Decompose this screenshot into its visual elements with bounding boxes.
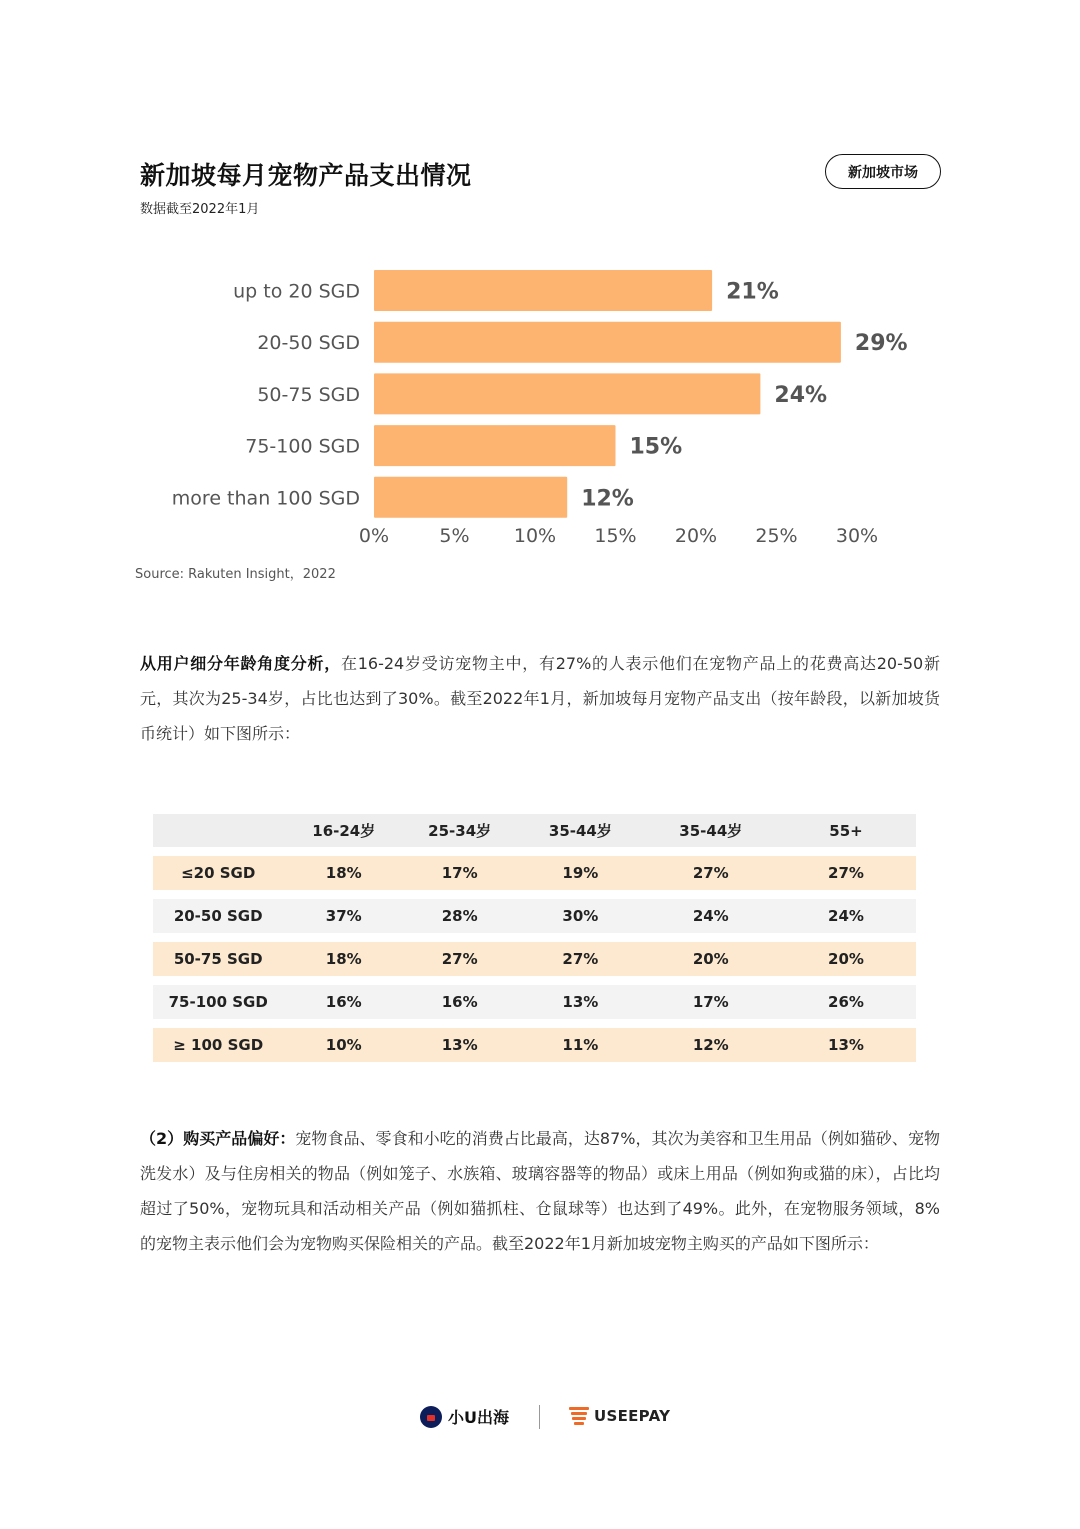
chart-svg (0, 250, 1080, 550)
page-subtitle: 数据截至2022年1月 (140, 202, 260, 217)
table-cell: 17% (692, 993, 729, 1011)
table-cell: 24% (692, 907, 729, 925)
table-row (153, 1028, 916, 1062)
table-cell: 18% (325, 950, 362, 968)
table-cell: 20% (828, 950, 864, 968)
bar-2 (374, 373, 760, 414)
chart-source: Source: Rakuten Insight，2022 (135, 567, 336, 582)
u-stripes-logo-icon (568, 1405, 590, 1427)
table-cell: 20% (692, 950, 729, 968)
table-cell: 13% (562, 993, 599, 1011)
category-label-0: up to 20 SGD (233, 280, 360, 303)
table-cell: 16-24岁 (312, 822, 376, 840)
value-label-0: 21% (726, 279, 779, 305)
table-cell: 37% (325, 907, 362, 925)
bar-0 (374, 270, 712, 311)
page-title: 新加坡每月宠物产品支出情况 (140, 161, 472, 190)
globe-logo-icon (420, 1406, 442, 1428)
category-label-1: 20-50 SGD (257, 332, 360, 355)
value-label-2: 24% (774, 382, 828, 408)
table-cell: 17% (441, 864, 478, 882)
table-cell: 35-44岁 (679, 822, 743, 840)
useepay-logo-text: USEEPAY (594, 1407, 671, 1425)
xiaou-logo (420, 1405, 509, 1428)
row-label-cell: 50-75 SGD (173, 950, 263, 968)
x-tick-0: 0% (358, 525, 390, 547)
xiaou-logo-text: 小U出海 (448, 1408, 509, 1427)
category-label-3: 75-100 SGD (245, 435, 360, 458)
paragraph2-text: 宠物食品、零食和小吃的消费占比最高，达87%，其次为美容和卫生用品（例如猫砂、宠物洗发水）及与住房相关的物品（例如笼子、水族箱、玻璃容器等的物品）或床上用品（例如狗或猫的床），占比均超过了50%，宠物玩具和活动相关产品（例如猫抓柱、仓鼠球等）也达到了49%。此外，在宠物服务领域，8%的宠物主表示他们会为宠物购买保险相关的产品。截至2022年1月新加坡宠物主购买的产品如下图所示： (140, 1129, 940, 1253)
x-tick-1: 5% (439, 525, 470, 547)
table-row (153, 856, 916, 890)
value-label-4: 12% (581, 486, 634, 512)
table-cell: 28% (441, 907, 478, 925)
x-tick-4: 20% (674, 525, 718, 547)
row-label-cell: ≥ 100 SGD (173, 1036, 264, 1054)
table-cell: 27% (441, 950, 478, 968)
table-cell: 16% (325, 993, 362, 1011)
row-label-cell: ≤20 SGD (181, 864, 256, 882)
age-analysis-paragraph (140, 646, 940, 751)
table-cell: 16% (441, 993, 478, 1011)
purchase-preference-paragraph (140, 1121, 940, 1261)
footer (0, 1400, 1080, 1434)
x-tick-3: 15% (594, 525, 637, 547)
bar-4 (374, 477, 567, 518)
x-tick-2: 10% (513, 525, 557, 547)
table-cell: 12% (692, 1036, 729, 1054)
table-cell: 26% (828, 993, 864, 1011)
row-label-cell: 20-50 SGD (173, 907, 263, 925)
paragraph1-text: 在16-24岁受访宠物主中，有27%的人表示他们在宠物产品上的花费高达20-50新元，其次为25-34岁，占比也达到了30%。截至2022年1月，新加坡每月宠物产品支出（按年龄段，以新加坡货币统计）如下图所示： (140, 654, 940, 743)
bar-1 (374, 322, 841, 363)
table-cell: 13% (441, 1036, 478, 1054)
category-label-2: 50-75 SGD (257, 383, 360, 406)
footer-divider (539, 1405, 540, 1429)
table-cell: 25-34岁 (428, 822, 492, 840)
table-header-row (153, 814, 916, 847)
table-row (153, 899, 916, 933)
age-spending-table (153, 814, 916, 1071)
bar-3 (374, 425, 616, 466)
table-cell: 24% (828, 907, 864, 925)
value-label-1: 29% (854, 331, 908, 357)
table-cell: 18% (325, 864, 362, 882)
table-cell: 27% (828, 864, 864, 882)
table-cell: 35-44岁 (548, 822, 612, 840)
spending-bar-chart (0, 250, 1080, 550)
value-label-3: 15% (629, 434, 683, 460)
useepay-logo (568, 1405, 670, 1427)
table-cell: 11% (562, 1036, 599, 1054)
table-cell: 27% (692, 864, 729, 882)
market-badge: 新加坡市场 (825, 154, 941, 189)
table-cell: 10% (325, 1036, 362, 1054)
table-row (153, 942, 916, 976)
paragraph1-bold: 从用户细分年龄角度分析， (140, 654, 341, 673)
paragraph2-bold: （2）购买产品偏好： (140, 1129, 296, 1148)
table-cell: 13% (828, 1036, 864, 1054)
category-label-4: more than 100 SGD (171, 487, 360, 510)
x-tick-5: 25% (755, 525, 798, 547)
row-label-cell: 75-100 SGD (168, 993, 268, 1011)
x-tick-6: 30% (835, 525, 879, 547)
table-row (153, 985, 916, 1019)
table-cell: 19% (562, 864, 599, 882)
table-cell: 55+ (829, 821, 863, 840)
table-cell: 27% (562, 950, 599, 968)
table-cell: 30% (562, 907, 599, 925)
